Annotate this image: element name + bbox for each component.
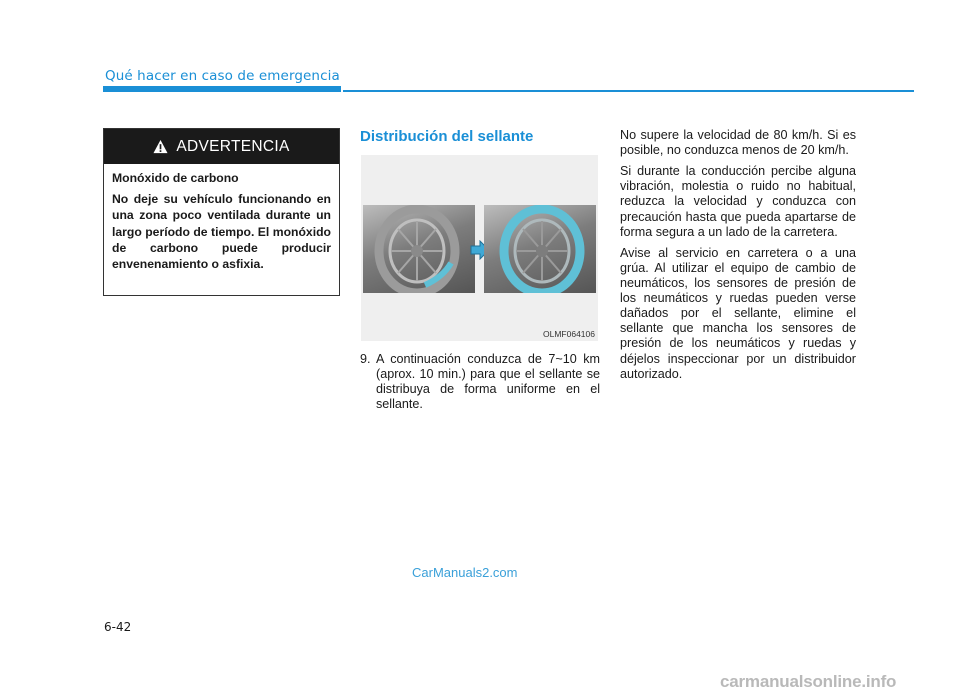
section-header-title: Qué hacer en caso de emergencia	[105, 68, 340, 84]
page-number: 6-42	[104, 620, 132, 634]
warning-box	[103, 128, 340, 296]
right-column	[620, 128, 856, 388]
footer-brand: carmanualsonline.info	[720, 672, 897, 691]
tire-before-image	[363, 205, 475, 293]
sealant-figure	[361, 155, 598, 341]
section-title: Distribución del sellante	[360, 128, 534, 145]
paragraph-speed: No supere la velocidad de 80 km/h. Si es posible, no conduzca menos de 20 km/h.	[620, 128, 856, 158]
header-rule-thin	[343, 90, 914, 92]
paragraph-service: Avise al servicio en carretera o a una grúa. Al utilizar el equipo de cambio de neumáticos, los sensores de presión de los neumáticos y ruedas pueden verse dañados por el sellante, elimine el sellante que mancha los sensores de presión de los neumáticos y ruedas y déjelos inspeccionar por un distribuidor autorizado.	[620, 245, 856, 381]
step-text: A continuación conduzca de 7~10 km (aprox. 10 min.) para que el sellante se distribuya de forma uniforme en el sellante.	[376, 352, 600, 412]
warning-header	[104, 129, 339, 164]
step-number: 9.	[360, 352, 371, 366]
warning-label: ADVERTENCIA	[176, 137, 290, 155]
warning-subtitle: Monóxido de carbono	[112, 171, 239, 185]
paragraph-vibration: Si durante la conducción percibe alguna vibración, molestia o ruido no habitual, reduzca la velocidad y conduzca con precaución hasta que pueda apartarse de forma segura a un lado de la carretera.	[620, 164, 856, 239]
warning-triangle-icon	[153, 139, 168, 154]
warning-text: No deje su vehículo funcionando en una zona poco ventilada durante un largo período de tiempo. El monóxido de carbono puede producir envenenamiento o asfixia.	[112, 192, 331, 272]
step-item	[360, 352, 600, 412]
figure-code: OLMF064106	[543, 329, 595, 339]
header-rule-thick	[103, 86, 341, 92]
warning-body	[104, 164, 339, 272]
tire-after-image	[484, 205, 596, 293]
watermark-link[interactable]: CarManuals2.com	[412, 565, 518, 580]
